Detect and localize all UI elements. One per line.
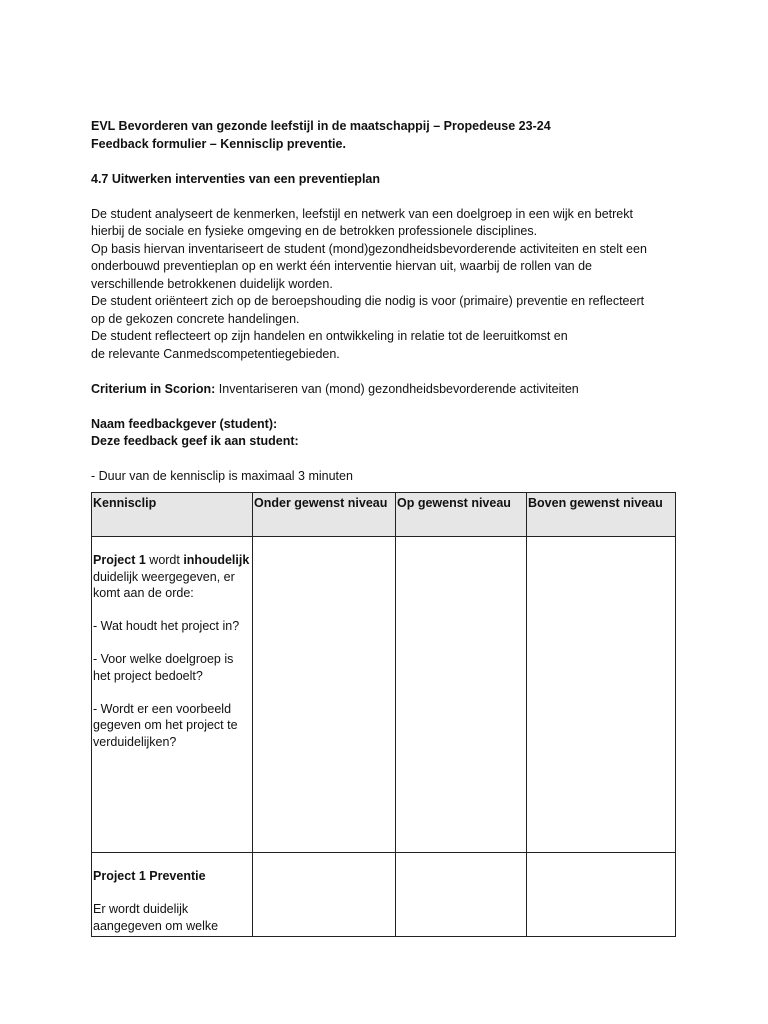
paragraph-line: Op basis hiervan inventariseert de student (mond)gezondheidsbevorderende activiteiten en stelt een	[91, 241, 647, 256]
description-paragraph	[91, 206, 691, 364]
section-heading: 4.7 Uitwerken interventies van een preventieplan	[91, 171, 381, 186]
paragraph-line: De student analyseert de kenmerken, leefstijl en netwerk van een doelgroep in een wijk en betrekt	[91, 206, 633, 221]
criterion-question: het project bedoelt?	[93, 668, 203, 683]
feedback-cell-boven[interactable]	[527, 853, 676, 937]
duur-note: - Duur van de kennisclip is maximaal 3 minuten	[91, 469, 353, 483]
header-onder-gewenst-niveau: Onder gewenst niveau	[253, 493, 396, 537]
criterion-text: duidelijk weergegeven, er	[93, 569, 235, 584]
document-body	[91, 118, 691, 486]
paragraph-line: verschillende betrokkenen duidelijk worden.	[91, 276, 333, 291]
header-boven-gewenst-niveau: Boven gewenst niveau	[527, 493, 676, 537]
document-subtitle: Feedback formulier – Kennisclip preventie.	[91, 136, 346, 151]
feedback-cell-boven[interactable]	[527, 537, 676, 853]
table-header-row	[92, 493, 676, 537]
header-op-gewenst-niveau: Op gewenst niveau	[396, 493, 527, 537]
feedback-cell-op[interactable]	[396, 853, 527, 937]
paragraph-line: De student oriënteert zich op de beroepshouding die nodig is voor (primaire) preventie en reflecteert	[91, 294, 645, 308]
criterion-question: gegeven om het project te	[93, 718, 238, 732]
criterion-question: - Voor welke doelgroep is	[93, 652, 234, 666]
paragraph-line: De student reflecteert op zijn handelen en ontwikkeling in relatie tot de leeruitkomst en	[91, 329, 568, 343]
header-kennisclip: Kennisclip	[92, 493, 253, 537]
criterion-text: Er wordt duidelijk	[93, 902, 189, 916]
paragraph-line: onderbouwd preventieplan op en werkt één interventie hiervan uit, waarbij de rollen van de	[91, 259, 593, 273]
criterium-value: Inventariseren van (mond) gezondheidsbevorderende activiteiten	[215, 381, 579, 396]
paragraph-line: de relevante Canmedscompetentiegebieden.	[91, 346, 340, 361]
criterium-label: Criterium in Scorion:	[91, 381, 216, 396]
project-label: Project 1	[93, 553, 146, 567]
criterion-question: verduidelijken?	[93, 734, 177, 749]
criterion-cell	[92, 853, 253, 937]
paragraph-line: hierbij de sociale en fysieke omgeving en de betrokken professionele disciplines.	[91, 224, 538, 238]
criterion-cell	[92, 537, 253, 853]
criterion-text: komt aan de orde:	[93, 586, 194, 600]
feedback-cell-onder[interactable]	[253, 853, 396, 937]
criterion-title: Project 1 Preventie	[93, 869, 206, 883]
criterion-text: aangegeven om welke	[93, 918, 219, 933]
feedback-cell-op[interactable]	[396, 537, 527, 853]
criterion-emphasis: inhoudelijk	[183, 553, 250, 567]
table-row	[92, 853, 676, 937]
document-title: EVL Bevorderen van gezonde leefstijl in de maatschappij – Propedeuse 23-24	[91, 119, 551, 133]
naam-feedbackgever-label: Naam feedbackgever (student):	[91, 416, 278, 431]
criterion-question: - Wat houdt het project in?	[93, 619, 240, 633]
rubric-table	[91, 492, 676, 937]
paragraph-line: op de gekozen concrete handelingen.	[91, 311, 300, 326]
criterion-text: wordt	[145, 553, 184, 567]
table-row	[92, 537, 676, 853]
student-label: Deze feedback geef ik aan student:	[91, 434, 299, 448]
criterion-question: - Wordt er een voorbeeld	[93, 701, 232, 716]
criterium-line	[91, 381, 691, 399]
feedback-cell-onder[interactable]	[253, 537, 396, 853]
